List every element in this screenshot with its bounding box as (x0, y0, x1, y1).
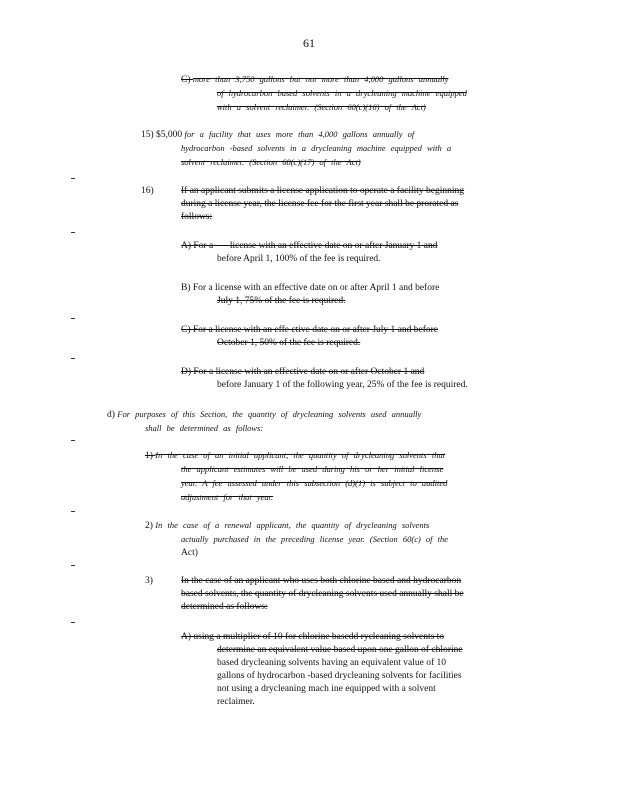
page-number: 61 (303, 36, 315, 50)
item-d: d) For purposes of this Section, the quantity of drycleaning solvents used annually shall be determined as follows: (107, 409, 422, 433)
item-d-3-a: A) using a multiplier of 10 for chlorine basedd rycleaning solvents to determine an equivalent value based upon one gallon of chlorine based drycleaning solvents having an equivalent value of 10 gallons of hydrocarbon -based drycleaning solvents for facilities not using a drycleaning mach ine equipped with a solvent reclaimer. (181, 632, 463, 707)
revision-marker (71, 622, 75, 623)
revision-marker (71, 511, 75, 512)
item-d-1: 1) In the case of an initial applicant, the quantity of drycleaning solvents that the applicant estimates will be used during his or her initial license year. A fee assessed under this subsection (d)(1) is subject to audited adjustment for that year. (145, 450, 448, 502)
item-c-hydrocarbon-3750: C) more than 3,750 gallons but not more than 4,000 gallons annually of hydrocarbon based solvents in a drycleaning machine equipped with a solvent reclaimer. (Section 60(c)(16) of the Act) (181, 74, 467, 112)
revision-marker (71, 565, 75, 566)
item-16-c: C) For a license with an effe ctive date on or after July 1 and before October 1, 50% of the fee is required. (181, 325, 439, 348)
revision-marker (71, 232, 75, 233)
revision-marker (71, 318, 75, 319)
item-16: 16) If an applicant submits a license application to operate a facility beginning during a license year, the license fee for the first year shall be prorated as follows: (141, 186, 465, 222)
item-16-d: D) For a license with an effective date on or after October 1 and before January 1 of the following year, 25% of the fee is required. (181, 367, 468, 390)
revision-marker (71, 358, 75, 359)
item-d-3: 3) In the case of an applicant who uses both chlorine based and hydrocarbon based solvents, the quantity of drycleaning solvents used annually shall be determined as follows: (145, 576, 464, 612)
revision-marker (71, 440, 75, 441)
item-16-b: B) For a license with an effective date on or after April 1 and before July 1, 75% of the fee is required. (181, 283, 440, 306)
item-16-a: A) For a license with an effective date on or after January 1 and before April 1, 100% of the fee is required. (181, 241, 438, 264)
revision-marker (71, 178, 75, 179)
item-d-2: 2) In the case of a renewal applicant, the quantity of drycleaning solvents actually purchased in the preceding license year. (Section 60(c) of the Act) (145, 520, 449, 558)
item-15: 15) $5,000 for a facility that uses more than 4,000 gallons annually of hydrocarbon -based solvents in a drycleaning machine equipped with a solvent reclaimer. (Section 60(c)(17) of the Act) (141, 129, 452, 167)
